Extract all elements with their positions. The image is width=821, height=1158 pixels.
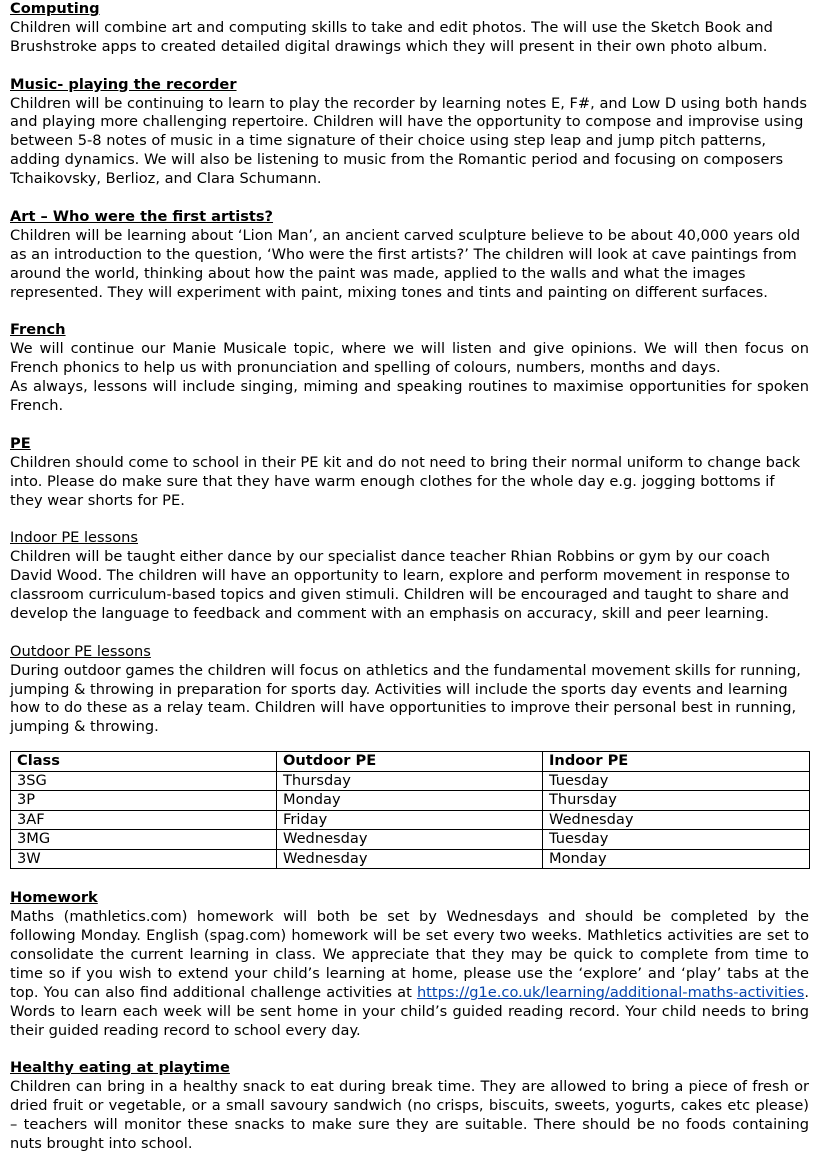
cell-outdoor-pe: Thursday xyxy=(277,771,543,791)
indoor-pe-heading: Indoor PE lessons xyxy=(10,529,138,547)
homework-text-after: . Words to learn each week will be sent home in your child’s guided reading record. Your child needs to bring their guided reading record to school every day. xyxy=(10,983,809,1039)
cell-class: 3MG xyxy=(11,830,277,850)
table-row xyxy=(11,791,810,811)
homework-text xyxy=(10,908,809,1040)
cell-outdoor-pe: Wednesday xyxy=(277,830,543,850)
table-row xyxy=(11,771,810,791)
additional-maths-activities-link[interactable]: https://g1e.co.uk/learning/additional-maths-activities xyxy=(416,983,805,1001)
header-indoor-pe: Indoor PE xyxy=(543,752,810,772)
homework-section xyxy=(10,889,809,1040)
table-row xyxy=(11,810,810,830)
cell-class: 3AF xyxy=(11,810,277,830)
french-text-2: As always, lessons will include singing, miming and speaking routines to maximise opportunities for spoken French. xyxy=(10,378,809,414)
document xyxy=(10,0,809,1154)
healthy-eating-text: Children can bring in a healthy snack to eat during break time. They are allowed to bring a piece of fresh or dried fruit or vegetable, or a small savoury sandwich (no crisps, biscuits, sweets, yogurts, cakes etc please) – teachers will monitor these snacks to make sure they are suitable. There should be no foods containing nuts brought into school. xyxy=(10,1078,809,1153)
art-heading: Art – Who were the first artists? xyxy=(10,207,274,225)
cell-class: 3P xyxy=(11,791,277,811)
cell-class: 3W xyxy=(11,849,277,869)
healthy-eating-heading: Healthy eating at playtime xyxy=(10,1059,230,1077)
outdoor-pe-section xyxy=(10,643,809,738)
homework-heading: Homework xyxy=(10,889,98,907)
header-outdoor-pe: Outdoor PE xyxy=(277,752,543,772)
computing-heading: Computing xyxy=(10,0,100,17)
music-text: Children will be continuing to learn to play the recorder by learning notes E, F#, and Low D using both hands and playing more challenging repertoire. Children will have the opportunity to compose and improvise using between 5-8 notes of music in a time signature of their choice using step leap and jump pitch patterns, adding dynamics. We will also be listening to music from the Romantic period and focusing on composers Tchaikovsky, Berlioz, and Clara Schumann. xyxy=(10,94,807,188)
french-text-1: We will continue our Manie Musicale topic, where we will listen and give opinions. We will then focus on French phonics to help us with pronunciation and spelling of colours, numbers, months and days. xyxy=(10,340,809,377)
cell-indoor-pe: Tuesday xyxy=(543,771,810,791)
homework-text-before: Maths (mathletics.com) homework will both be set by Wednesdays and should be completed by the following Monday. English (spag.com) homework will be set every two weeks. Mathletics activities are set to consolidate the current learning in class. We appreciate that they may be quick to complete from time to time so if you wish to extend your child’s learning at home, please use the ‘explore’ and ‘play’ tabs at the top. You can also find additional challenge activities at xyxy=(10,908,809,1001)
cell-outdoor-pe: Friday xyxy=(277,810,543,830)
art-text: Children will be learning about ‘Lion Man’, an ancient carved sculpture believe to be about 40,000 years old as an introduction to the question, ‘Who were the first artists?’ The children will look at cave paintings from around the world, thinking about how the paint was made, applied to the walls and what the images represented. They will experiment with paint, mixing tones and tints and painting on different surfaces. xyxy=(10,226,801,301)
pe-timetable xyxy=(10,751,810,869)
cell-class: 3SG xyxy=(11,771,277,791)
cell-indoor-pe: Monday xyxy=(543,849,810,869)
french-section xyxy=(10,321,809,416)
table-row xyxy=(11,849,810,869)
table-row xyxy=(11,830,810,850)
cell-outdoor-pe: Monday xyxy=(277,791,543,811)
cell-indoor-pe: Tuesday xyxy=(543,830,810,850)
indoor-pe-text: Children will be taught either dance by our specialist dance teacher Rhian Robbins or gym by our coach David Wood. The children will have an opportunity to learn, explore and perform movement in response to classroom curriculum-based topics and given stimuli. Children will be encouraged and taught to share and develop the language to feedback and comment with an emphasis on accuracy, skill and peer learning. xyxy=(10,548,790,622)
header-class: Class xyxy=(11,752,277,772)
table-header-row xyxy=(11,752,810,772)
pe-text: Children should come to school in their PE kit and do not need to bring their normal uniform to change back into. Please do make sure that they have warm enough clothes for the whole day e.g. jogging bottoms if they wear shorts for PE. xyxy=(10,453,801,509)
outdoor-pe-heading: Outdoor PE lessons xyxy=(10,642,151,660)
music-section xyxy=(10,76,809,189)
healthy-eating-section xyxy=(10,1059,809,1154)
cell-indoor-pe: Thursday xyxy=(543,791,810,811)
music-heading: Music- playing the recorder xyxy=(10,75,237,93)
french-heading: French xyxy=(10,321,66,339)
indoor-pe-section xyxy=(10,529,809,624)
cell-outdoor-pe: Wednesday xyxy=(277,849,543,869)
computing-text: Children will combine art and computing skills to take and edit photos. The will use the Sketch Book and Brushstroke apps to created detailed digital drawings which they will present in their own photo album. xyxy=(10,18,773,55)
pe-heading: PE xyxy=(10,434,31,452)
computing-section xyxy=(10,0,809,57)
pe-section xyxy=(10,435,809,511)
art-section xyxy=(10,208,809,303)
outdoor-pe-text: During outdoor games the children will focus on athletics and the fundamental movement skills for running, jumping & throwing in preparation for sports day. Activities will include the sports day events and learning how to do these as a relay team. Children will have opportunities to improve their personal best in running, jumping & throwing. xyxy=(10,661,801,736)
cell-indoor-pe: Wednesday xyxy=(543,810,810,830)
